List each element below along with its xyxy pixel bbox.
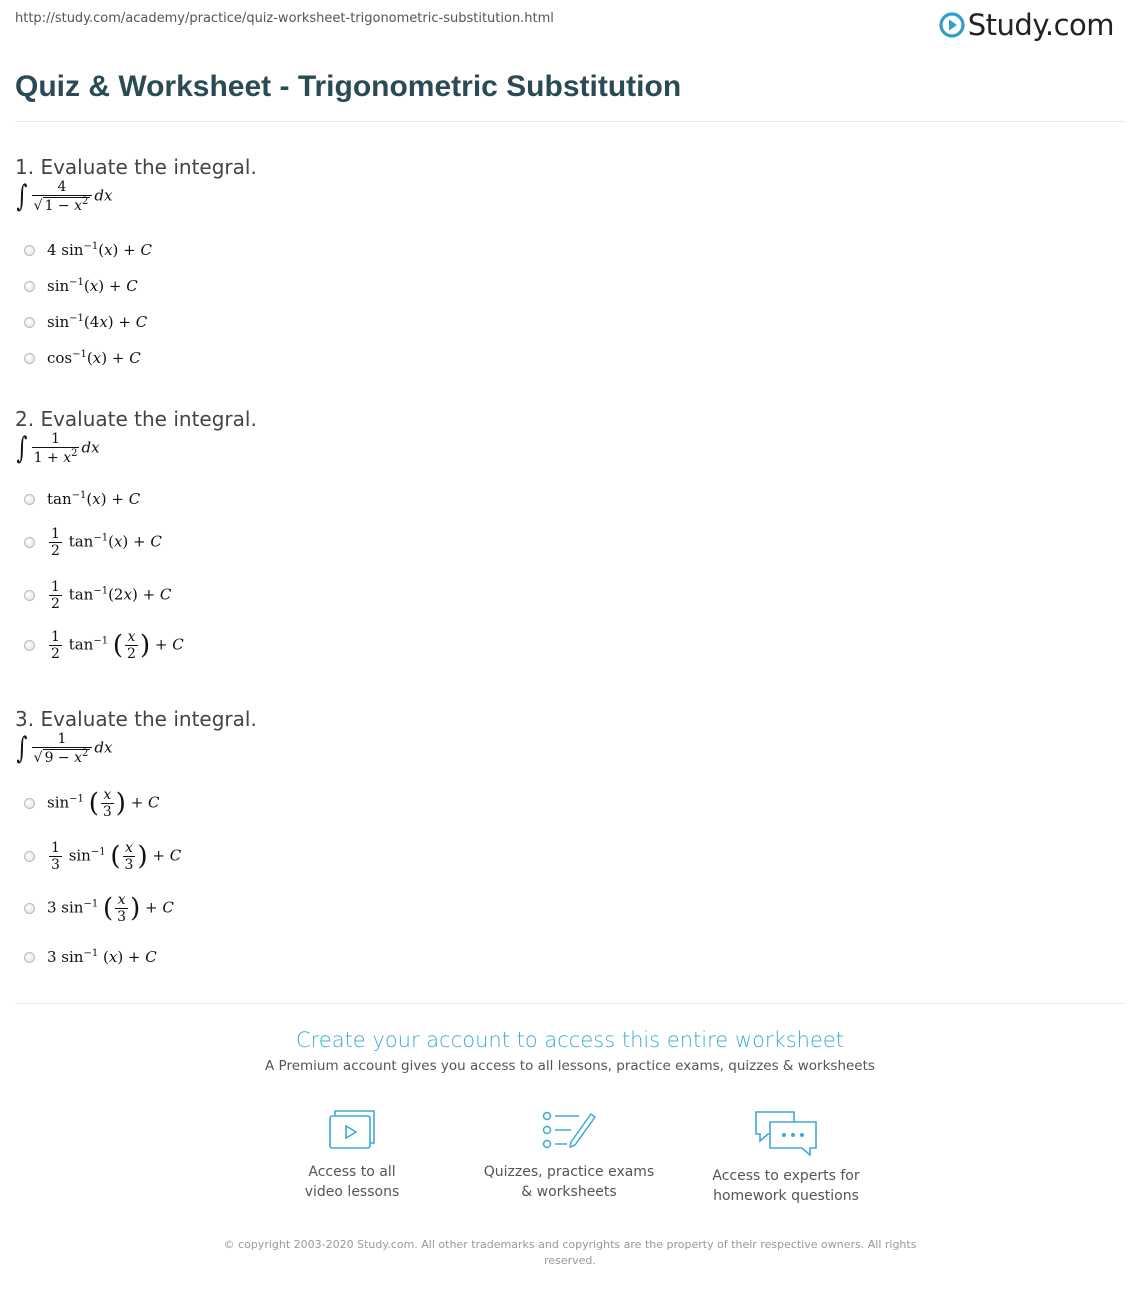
option-label: $\frac{1}{2}$ $\tan^{-1}(2x) + C$ xyxy=(51,579,172,612)
question-3-option-3[interactable] xyxy=(24,893,174,924)
study-logo[interactable] xyxy=(939,8,1114,42)
radio-button[interactable] xyxy=(24,640,35,651)
option-label: 4 $\sin^{-1}(x) + C$ xyxy=(47,241,152,259)
play-icon xyxy=(939,12,965,38)
question-2-title: 2. Evaluate the integral. xyxy=(15,407,257,431)
feature-experts xyxy=(686,1108,886,1206)
feature-line: & worksheets xyxy=(521,1184,617,1200)
radio-button[interactable] xyxy=(24,851,35,862)
question-1-title: 1. Evaluate the integral. xyxy=(15,155,257,179)
feature-line: video lessons xyxy=(304,1184,400,1200)
copyright: © copyright 2003-2020 Study.com. All other trademarks and copyrights are the property of their respective owners. All rights reserved. xyxy=(223,1238,917,1267)
question-1-option-1[interactable] xyxy=(24,241,152,259)
option-label: $\sin^{-1}(x) + C$ xyxy=(47,277,138,295)
option-label: $\sin^{-1}(4x) + C$ xyxy=(47,313,148,331)
page-url: http://study.com/academy/practice/quiz-worksheet-trigonometric-substitution.html xyxy=(15,11,554,26)
video-lessons-icon xyxy=(326,1108,378,1152)
option-label: 3 $\sin^{-1} (x) + C$ xyxy=(47,948,157,966)
option-label: $\frac{1}{2}$ $\tan^{-1}$ ( $\frac{x}{2}$ ) + C xyxy=(51,629,184,662)
question-2-option-4[interactable] xyxy=(24,630,184,661)
question-3-option-1[interactable] xyxy=(24,788,160,819)
question-1-option-4[interactable] xyxy=(24,349,141,367)
page-title: Quiz & Worksheet - Trigonometric Substitution xyxy=(15,70,682,103)
feature-line: homework questions xyxy=(713,1188,859,1204)
question-3-option-2[interactable] xyxy=(24,841,181,872)
radio-button[interactable] xyxy=(24,494,35,505)
question-2-option-2[interactable] xyxy=(24,527,162,558)
cta-subtitle: A Premium account gives you access to all lessons, practice exams, quizzes & worksheets xyxy=(265,1058,875,1074)
radio-button[interactable] xyxy=(24,245,35,256)
question-3-option-4[interactable] xyxy=(24,948,157,966)
radio-button[interactable] xyxy=(24,317,35,328)
option-label: $\cos^{-1}(x) + C$ xyxy=(47,349,141,367)
divider xyxy=(15,1003,1125,1004)
question-3-title: 3. Evaluate the integral. xyxy=(15,707,257,731)
question-1-integral: ∫ $\frac{4}{√ 1 - x^2}$ dx xyxy=(16,178,113,214)
radio-button[interactable] xyxy=(24,537,35,548)
question-2-option-1[interactable] xyxy=(24,490,140,508)
feature-quizzes xyxy=(469,1108,669,1202)
cta-title[interactable]: Create your account to access this entire worksheet xyxy=(295,1028,845,1052)
feature-video-lessons xyxy=(252,1108,452,1202)
radio-button[interactable] xyxy=(24,903,35,914)
feature-line: Access to all xyxy=(308,1164,396,1180)
radio-button[interactable] xyxy=(24,353,35,364)
quiz-checklist-icon xyxy=(541,1108,597,1152)
radio-button[interactable] xyxy=(24,281,35,292)
feature-line: Access to experts for xyxy=(712,1168,860,1184)
option-label: $\frac{1}{2}$ $\tan^{-1}(x) + C$ xyxy=(51,526,162,559)
option-label: $\sin^{-1}$ ( $\frac{x}{3}$ ) + C xyxy=(47,787,160,820)
question-1-option-3[interactable] xyxy=(24,313,147,331)
radio-button[interactable] xyxy=(24,952,35,963)
radio-button[interactable] xyxy=(24,798,35,809)
divider xyxy=(15,121,1125,122)
question-2-option-3[interactable] xyxy=(24,580,171,611)
feature-line: Quizzes, practice exams xyxy=(483,1164,655,1180)
option-label: $\tan^{-1}(x) + C$ xyxy=(47,490,141,508)
question-1-option-2[interactable] xyxy=(24,277,138,295)
question-2-integral: ∫ $\frac{1}{1 + x^2}$ dx xyxy=(16,430,100,466)
logo-text: Study.com xyxy=(967,8,1114,42)
chat-experts-icon xyxy=(754,1108,818,1156)
option-label: 3 $\sin^{-1}$ ( $\frac{x}{3}$ ) + C xyxy=(47,892,174,925)
question-3-integral: ∫ $\frac{1}{√ 9 - x^2}$ dx xyxy=(16,730,113,766)
option-label: $\frac{1}{3}$ $\sin^{-1}$ ( $\frac{x}{3}$ ) + C xyxy=(51,840,182,873)
radio-button[interactable] xyxy=(24,590,35,601)
